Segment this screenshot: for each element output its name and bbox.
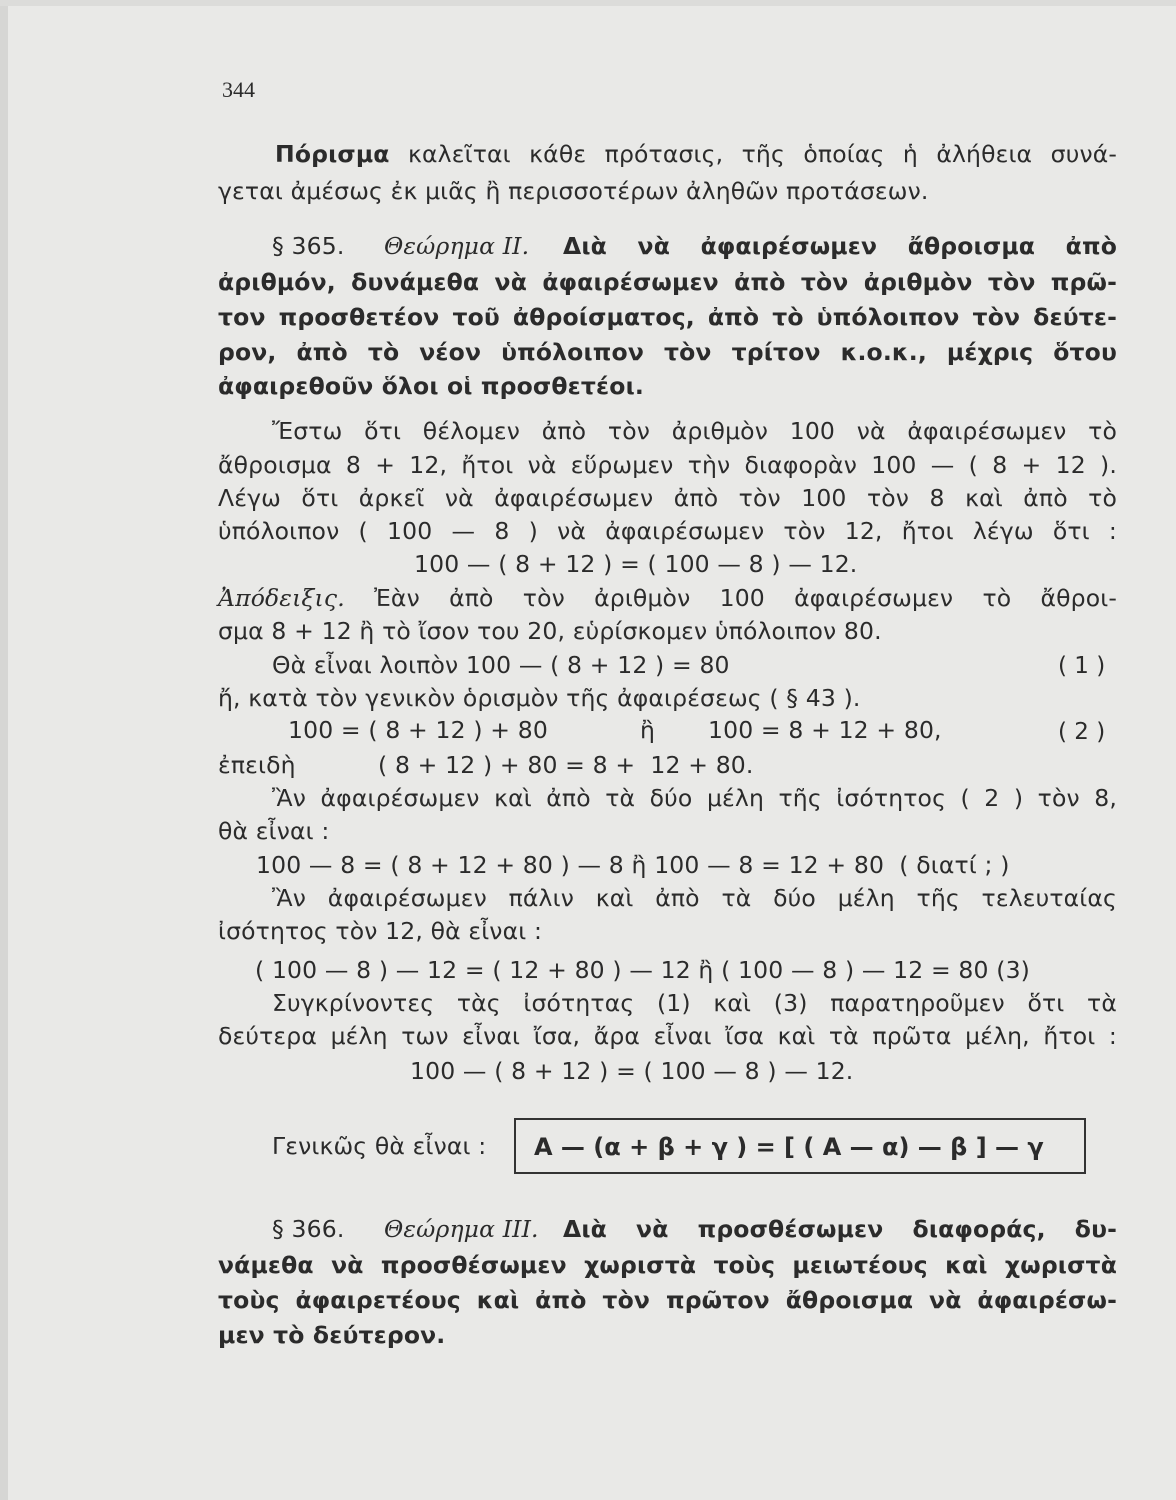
proof-line-1-text: Ἐὰν ἀπὸ τὸν ἀριθμὸν 100 ἀφαιρέσωμεν τὸ ἄθροι-	[344, 584, 1117, 612]
proof-line-9: 100 — 8 = ( 8 + 12 + 80 ) — 8 ἢ 100 — 8 = 12 + 80 ( διατί ; )	[256, 851, 1010, 879]
theorem2-line-1: Διὰ νὰ ἀφαιρέσωμεν ἄθροισμα ἀπὸ	[563, 232, 1117, 260]
general-formula: A — (α + β + γ ) = [ ( A — α) — β ] — γ	[534, 1133, 1044, 1161]
theorem3-line-2: νάμεθα νὰ προσθέσωμεν χωριστὰ τοὺς μειωτέους καὶ χωριστὰ	[218, 1251, 1117, 1279]
proof-line-5a: 100 = ( 8 + 12 ) + 80	[288, 716, 548, 744]
theorem3-line-1: Διὰ νὰ προσθέσωμεν διαφοράς, δυ-	[563, 1215, 1117, 1243]
proof-label: Ἀπόδειξις.	[218, 584, 345, 612]
theorem3-label: Θεώρημα ΙΙΙ.	[384, 1215, 539, 1243]
theorem2-line-5: ἀφαιρεθοῦν ὅλοι οἱ προσθετέοι.	[218, 372, 644, 400]
corollary-line-2: γεται ἀμέσως ἐκ μιᾶς ἢ περισσοτέρων ἀληθῶν προτάσεων.	[218, 177, 929, 205]
proof-line-5b: ἢ	[640, 716, 656, 744]
theorem2-line-3: τον προσθετέον τοῦ ἀθροίσματος, ἀπὸ τὸ ὑπόλοιπον τὸν δεύτε-	[218, 303, 1117, 331]
equation-final: 100 — ( 8 + 12 ) = ( 100 — 8 ) — 12.	[410, 1057, 854, 1085]
proof-line-11: ἰσότητος τὸν 12, θὰ εἶναι :	[218, 917, 543, 945]
theorem3-line-4: μεν τὸ δεύτερον.	[218, 1321, 446, 1349]
equation-number-1: ( 1 )	[1058, 653, 1106, 679]
proof-line-13: Συγκρίνοντες τὰς ἰσότητας (1) καὶ (3) παρατηροῦμεν ὅτι τὰ	[272, 989, 1117, 1017]
example-line-2: ἄθροισμα 8 + 12, ἤτοι νὰ εὕρωμεν τὴν διαφορὰν 100 — ( 8 + 12 ).	[218, 451, 1117, 479]
example-line-4: ὑπόλοιπον ( 100 — 8 ) νὰ ἀφαιρέσωμεν τὸν 12, ἤτοι λέγω ὅτι :	[218, 517, 1117, 545]
equation-number-2: ( 2 )	[1058, 719, 1106, 745]
proof-line-12: ( 100 — 8 ) — 12 = ( 12 + 80 ) — 12 ἢ ( 100 — 8 ) — 12 = 80 (3)	[255, 956, 1030, 984]
equation-1: 100 — ( 8 + 12 ) = ( 100 — 8 ) — 12.	[414, 550, 858, 578]
proof-line-10: Ἂν ἀφαιρέσωμεν πάλιν καὶ ἀπὸ τὰ δύο μέλη τῆς τελευταίας	[272, 884, 1117, 912]
theorem2-label: Θεώρημα ΙΙ.	[384, 232, 530, 260]
proof-line-2: σμα 8 + 12 ἢ τὸ ἴσον του 20, εὑρίσκομεν ὑπόλοιπον 80.	[218, 617, 882, 645]
proof-line-14: δεύτερα μέλη των εἶναι ἴσα, ἄρα εἶναι ἴσα καὶ τὰ πρῶτα μέλη, ἤτοι :	[218, 1022, 1117, 1050]
proof-line-8: θὰ εἶναι :	[218, 817, 330, 845]
proof-line-6b: ( 8 + 12 ) + 80 = 8 + 12 + 80.	[378, 751, 754, 779]
page-number: 344	[222, 77, 255, 102]
corollary-line-1	[275, 139, 1117, 169]
page-top-edge	[0, 0, 1176, 6]
general-label: Γενικῶς θὰ εἶναι :	[272, 1132, 487, 1160]
corollary-term: Πόρισμα	[275, 140, 390, 168]
page-left-edge	[0, 0, 8, 1500]
proof-line-7: Ἂν ἀφαιρέσωμεν καὶ ἀπὸ τὰ δύο μέλη τῆς ἰσότητος ( 2 ) τὸν 8,	[272, 784, 1117, 812]
theorem2-line-4: ρον, ἀπὸ τὸ νέον ὑπόλοιπον τὸν τρίτον κ.ο.κ., μέχρις ὅτου	[218, 338, 1117, 366]
proof-line-1	[218, 583, 1117, 613]
proof-line-6a: ἐπειδὴ	[218, 751, 296, 779]
proof-line-3: Θὰ εἶναι λοιπὸν 100 — ( 8 + 12 ) = 80	[272, 651, 730, 679]
theorem2-line-2: ἀριθμόν, δυνάμεθα νὰ ἀφαιρέσωμεν ἀπὸ τὸν ἀριθμὸν τὸν πρῶ-	[218, 268, 1117, 296]
proof-line-4: ἤ, κατὰ τὸν γενικὸν ὁρισμὸν τῆς ἀφαιρέσεως ( § 43 ).	[218, 684, 861, 712]
theorem3-line-3: τοὺς ἀφαιρετέους καὶ ἀπὸ τὸν πρῶτον ἄθροισμα νὰ ἀφαιρέσω-	[218, 1286, 1117, 1314]
theorem2-section: § 365.	[272, 232, 345, 260]
theorem3-section: § 366.	[272, 1215, 345, 1243]
example-line-3: Λέγω ὅτι ἀρκεῖ νὰ ἀφαιρέσωμεν ἀπὸ τὸν 100 τὸν 8 καὶ ἀπὸ τὸ	[218, 484, 1117, 512]
example-line-1: Ἔστω ὅτι θέλομεν ἀπὸ τὸν ἀριθμὸν 100 νὰ ἀφαιρέσωμεν τὸ	[272, 417, 1117, 445]
proof-line-5c: 100 = 8 + 12 + 80,	[708, 716, 942, 744]
corollary-line-1-text: καλεῖται κάθε πρότασις, τῆς ὁποίας ἡ ἀλήθεια συνά-	[389, 140, 1117, 168]
